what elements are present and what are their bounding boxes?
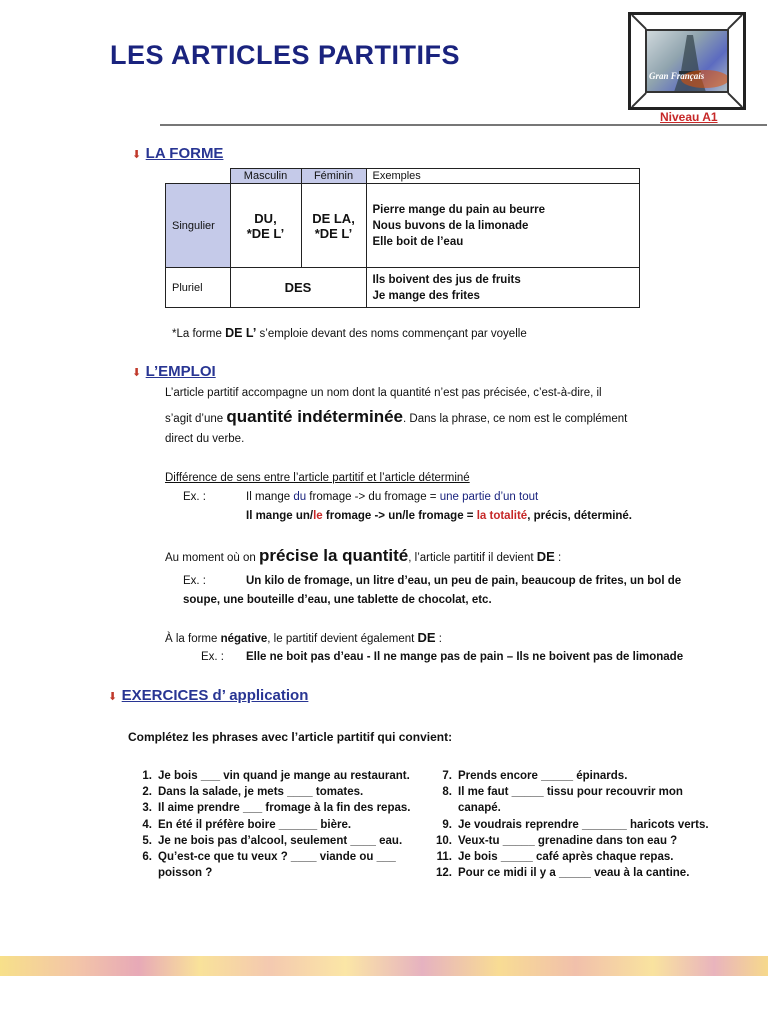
emploi-paragraph-line3: direct du verbe.	[165, 433, 245, 445]
row-label-pluriel: Pluriel	[166, 268, 231, 308]
section-heading: L’EMPLOI	[145, 363, 216, 380]
list-item: 10. Veux-tu _____ grenadine dans ton eau ?	[436, 834, 678, 847]
list-item: 12. Pour ce midi il y a _____ veau à la cantine.	[436, 867, 690, 880]
quantite-paragraph: Au moment où on précise la quantité, l’article partitif il devient DE :	[165, 546, 562, 565]
row-label-singulier: Singulier	[166, 184, 231, 268]
title-divider	[160, 124, 767, 126]
decorative-footer-strip	[0, 956, 768, 976]
section-forme	[132, 145, 223, 163]
list-item: 4. En été il préfère boire ______ bière.	[142, 818, 352, 831]
emploi-paragraph-line1: L’article partitif accompagne un nom dont la quantité n’est pas précisée, c’est-à-dire, il	[165, 387, 602, 399]
emploi-paragraph-line2: s’agit d’une quantité indéterminée. Dans la phrase, ce nom est le complément	[165, 407, 628, 426]
col-header-feminin: Féminin	[301, 169, 366, 184]
level-badge: Niveau A1	[660, 110, 718, 124]
section-heading: LA FORME	[145, 145, 224, 162]
page-title: LES ARTICLES PARTITIFS	[110, 40, 461, 70]
col-header-masculin: Masculin	[230, 169, 301, 184]
example-label: Ex. :	[201, 651, 225, 663]
cell-pluriel-des: DES	[230, 268, 366, 308]
list-item-continuation: canapé.	[458, 802, 501, 815]
list-item: 7. Prends encore _____ épinards.	[442, 770, 628, 782]
col-header-exemples: Exemples	[366, 169, 640, 184]
list-item: 2. Dans la salade, je mets ____ tomates.	[142, 786, 364, 799]
cell-feminin-singulier: DE LA, *DE L’	[301, 184, 366, 268]
forme-note: *La forme DE L’ s’emploie devant des noms commençant par voyelle	[172, 326, 527, 340]
exercise-list-right	[428, 768, 758, 881]
section-emploi	[132, 363, 216, 381]
difference-title: Différence de sens entre l’article partitif et l’article déterminé	[165, 472, 470, 484]
list-item: 1. Je bois ___ vin quand je mange au restaurant.	[142, 770, 410, 782]
arrow-bullet-icon: ⬇	[132, 149, 142, 161]
cell-masculin-singulier: DU, *DE L’	[230, 184, 301, 268]
cell-exemples-singulier: Pierre mange du pain au beurre Nous buvons de la limonade Elle boit de l’eau	[366, 184, 640, 268]
arrow-bullet-icon: ⬇	[132, 367, 142, 379]
logo	[628, 12, 746, 110]
list-item: 11. Je bois _____ café après chaque repas.	[436, 851, 674, 864]
list-item: 5. Je ne bois pas d’alcool, seulement ____ eau.	[142, 834, 403, 847]
arrow-bullet-icon: ⬇	[108, 691, 118, 703]
list-item-continuation: poisson ?	[158, 867, 213, 880]
example-determine: Il mange un/le fromage -> un/le fromage = la totalité, précis, déterminé.	[246, 510, 633, 522]
logo-text: Gran Français	[649, 71, 705, 81]
list-item: 9. Je voudrais reprendre _______ haricots verts.	[442, 818, 709, 831]
exercise-list-left	[128, 768, 428, 881]
example-quantite-line1: Un kilo de fromage, un litre d’eau, un peu de pain, beaucoup de frites, un bol de	[246, 575, 682, 587]
cell-exemples-pluriel: Ils boivent des jus de fruits Je mange des frites	[366, 268, 640, 308]
list-item: 8. Il me faut _____ tissu pour recouvrir mon	[442, 786, 683, 799]
negative-paragraph: À la forme négative, le partitif devient également DE :	[165, 630, 442, 645]
section-heading: EXERCICES d’ application	[121, 687, 309, 704]
list-item: 6. Qu’est-ce que tu veux ? ____ viande ou ___	[142, 851, 396, 864]
eiffel-tower-logo-icon	[645, 29, 729, 93]
example-label: Ex. :	[183, 575, 207, 587]
forme-table	[165, 168, 640, 308]
section-exercices	[108, 687, 308, 705]
exercise-instruction: Complétez les phrases avec l’article partitif qui convient:	[128, 730, 453, 744]
example-partitif: Il mange du fromage -> du fromage = une partie d’un tout	[246, 491, 539, 503]
example-label: Ex. :	[183, 491, 207, 503]
list-item: 3. Il aime prendre ___ fromage à la fin des repas.	[142, 802, 411, 815]
example-negative: Elle ne boit pas d’eau - Il ne mange pas de pain – Ils ne boivent pas de limonade	[246, 651, 684, 663]
example-quantite-line2: soupe, une bouteille d’eau, une tablette de chocolat, etc.	[183, 594, 492, 606]
